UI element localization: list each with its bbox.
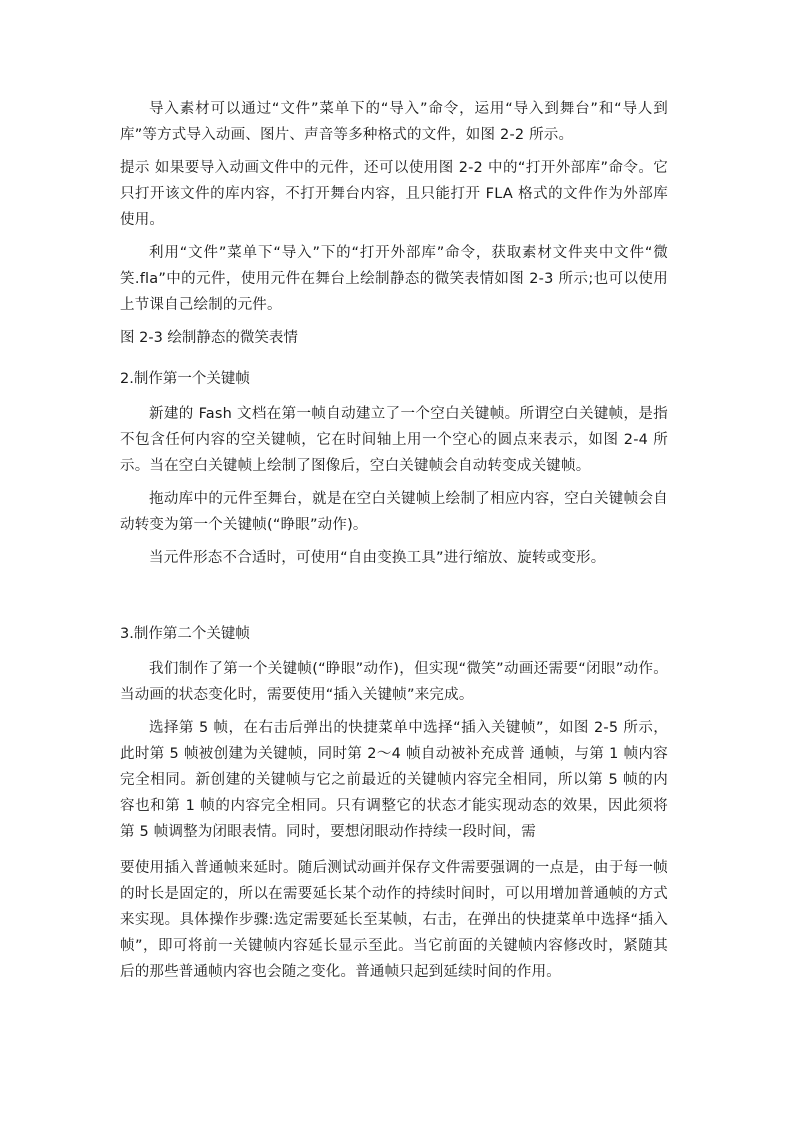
paragraph-open-external-library: 利用“文件”菜单下“导入”下的“打开外部库”命令，获取素材文件夹中文件“微笑.fla”中的元件，使用元件在舞台上绘制静态的微笑表情如图 2-3 所示;也可以使用上节课自己绘制的元件。 (120, 245, 668, 313)
figure-caption: 图 2-3 绘制静态的微笑表情 (120, 330, 298, 346)
paragraph-close-eyes: 我们制作了第一个关键帧(“睁眼”动作)，但实现“微笑”动画还需要“闭眼”动作。当动画的状态变化时，需要使用“插入关键帧”来完成。 (120, 661, 668, 703)
paragraph-drag-symbol: 拖动库中的元件至舞台，就是在空白关键帧上绘制了相应内容，空白关键帧会自动转变为第一个关键帧(“睁眼”动作)。 (120, 491, 668, 533)
paragraph-insert-keyframe: 选择第 5 帧，在右击后弹出的快捷菜单中选择“插入关键帧”，如图 2-5 所示，此时第 5 帧被创建为关键帧，同时第 2～4 帧自动被补充成普 通帧，与第 1 帧内容完全相同。新创建的关键帧与它之前最近的关键帧内容完全相同，所以第 5 帧的内容也和第 1 帧的内容完全相同。只有调整它的状态才能实现动态的效果，因此须将第 5 帧调整为闭眼表情。同时，要想闭眼动作持续一段时间，需 (120, 720, 668, 840)
section-heading-second-keyframe: 3.制作第二个关键帧 (120, 626, 250, 642)
paragraph-blank-keyframe: 新建的 Fash 文档在第一帧自动建立了一个空白关键帧。所谓空白关键帧，是指不包含任何内容的空关键帧，它在时间轴上用一个空心的圆点来表示，如图 2-4 所示。当在空白关键帧上绘制了图像后，空白关键帧会自动转变成关键帧。 (120, 406, 668, 474)
paragraph-import-assets: 导入素材可以通过“文件”菜单下的“导入”命令，运用“导入到舞台”和“导人到库”等方式导入动画、图片、声音等多种格式的文件，如图 2-2 所示。 (120, 101, 668, 143)
section-heading-first-keyframe: 2.制作第一个关键帧 (120, 371, 250, 387)
tip-paragraph: 提示 如果要导入动画文件中的元件，还可以使用图 2-2 中的“打开外部库”命令。它只打开该文件的库内容，不打开舞台内容，且只能打开 FLA 格式的文件作为外部库使用。 (120, 160, 668, 228)
paragraph-free-transform: 当元件形态不合适时，可使用“自由变换工具”进行缩放、旋转或变形。 (149, 550, 606, 566)
paragraph-normal-frames: 要使用插入普通帧来延时。随后测试动画并保存文件需要强调的一点是，由于每一帧的时长是固定的，所以在需要延长某个动作的持续时间时，可以用增加普通帧的方式来实现。具体操作步骤:选定需要延长至某帧，右击，在弹出的快捷菜单中选择“插入帧”，即可将前一关键帧内容延长显示至此。当它前面的关键帧内容修改时，紧随其后的那些普通帧内容也会随之变化。普通帧只起到延续时间的作用。 (120, 860, 668, 980)
